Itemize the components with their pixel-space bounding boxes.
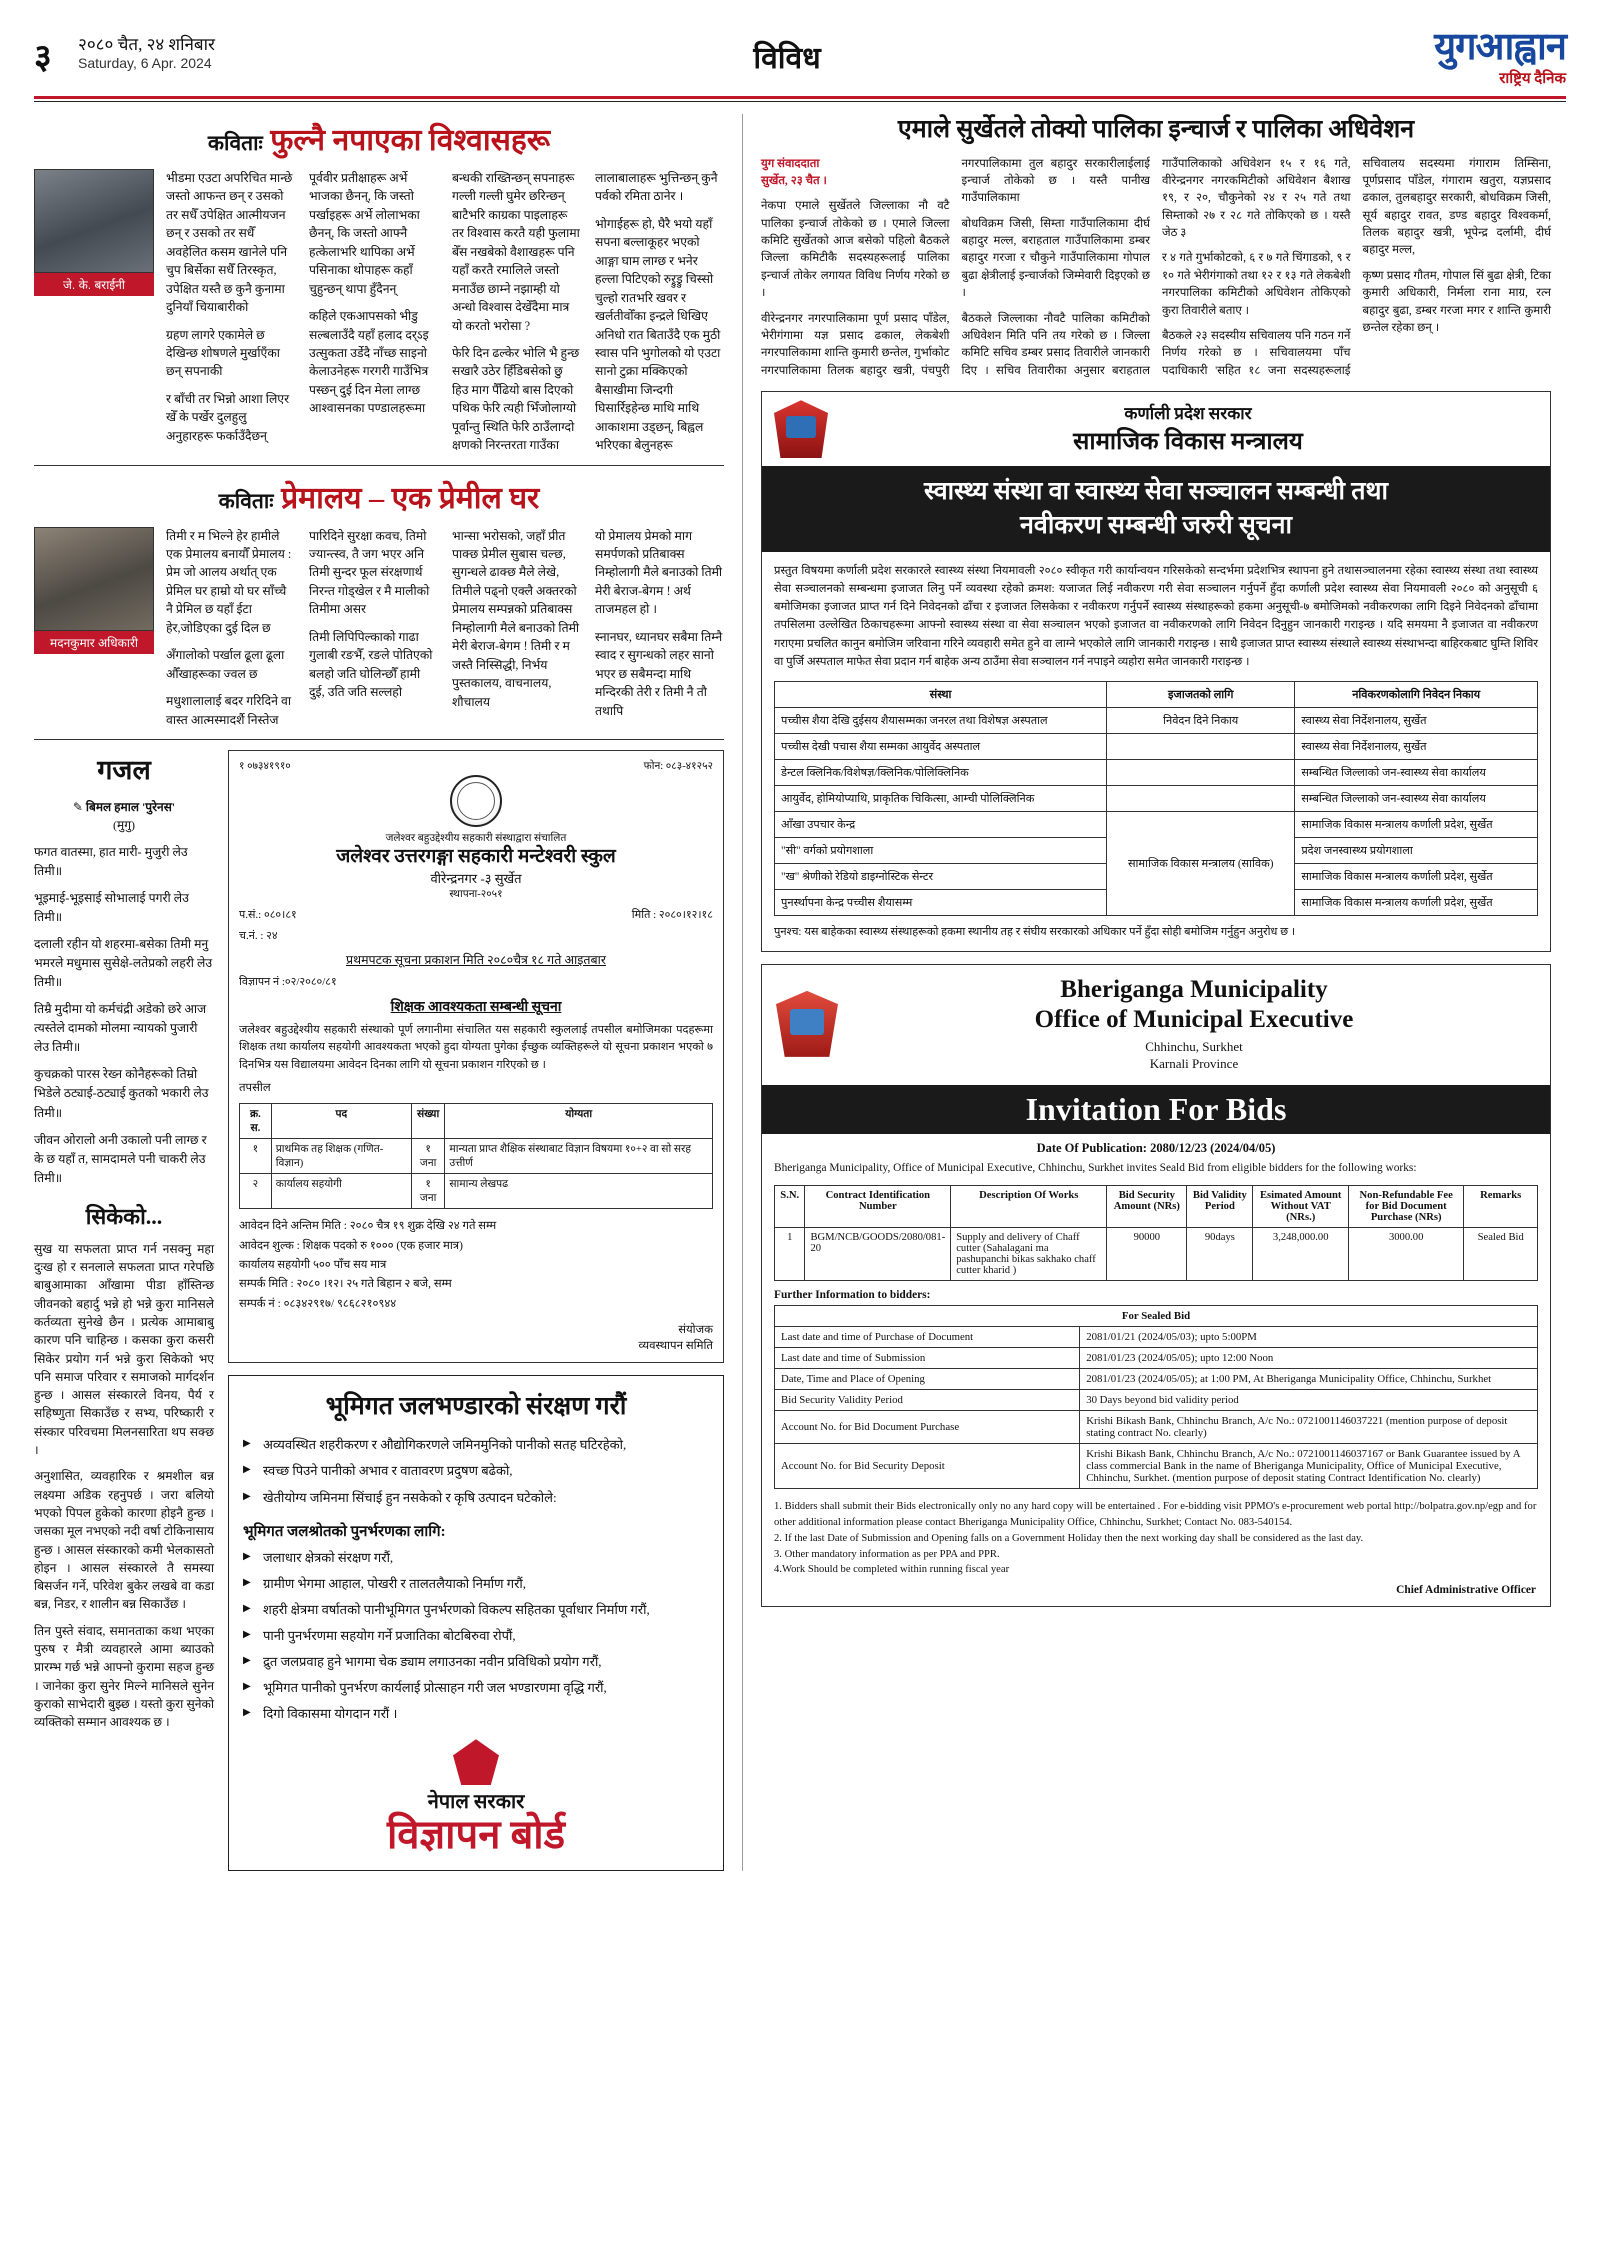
notice-subtitle-top: जलेश्वर बहुउद्देश्यीय सहकारी संस्थाद्वारा संचालित [385,832,567,844]
sikeko-paragraph: सुख या सफलता प्राप्त गर्न नसक्नु महा दुःख हो र सनलाले सफलता प्राप्त गरेपछि बाबुआमाका आँखामा पीडा हाँस्तिन्छ जीवनको बहार्दु भन्ने हो भन्ने कुरा मानिसले कर्तव्यता सुनेखे छैन । प्रत्येक आमाबाबु कारण पनि चाहिन्छ । कसका कुरा कसरी सिकेर प्रयोग गर्न भन्ने कुरा सिकेको भए पनि समाज परिवार र समाजको मार्गदर्शन हुन्छ । आसल संस्कारले विनय, पैर्य र सहिष्णुता सिकाउँछ र सभ्य, परिष्कारी र संस्कार परिवचमा मिलनसारिता थप सक्छ । [34,1241,214,1458]
cell-sn: १ [240,1139,272,1174]
poem-2-stanza: स्नानघर, ध्यानघर सबैमा तिम्नै स्वाद र सुगन्धको लहर सानो भएर छ सबैमन्दा माथि मन्दिरकी तेरी र तिमी नै तौ तथापि [595,629,723,718]
cell-license-merged: सामाजिक विकास मन्त्रालय (साविक) [1107,812,1295,916]
table-row [775,1443,1538,1488]
cell-bid-security: 90000 [1107,1227,1187,1280]
cell-license [1107,734,1295,760]
cell-institution: पच्चीस शैया देखि दुईसय शैयासम्मका जनरल तथा विशेषज्ञ अस्पताल [775,708,1107,734]
ad-point: ▶ खेतीयोग्य जमिनमा सिंचाई हुन नसकेको र कृषि उत्पादन घटेकोले: [243,1487,709,1509]
karnali-banner-line-2: नवीकरण सम्बन्धी जरुरी सूचना [1020,511,1292,539]
school-name: जलेश्वर उत्तरगङ्गा सहकारी मन्टेश्वरी स्कुल [336,845,616,867]
cell-info-label: Bid Security Validity Period [775,1389,1080,1410]
page-number: ३ [34,38,52,76]
cell-count: १ जना [411,1139,445,1174]
bid-address-1: Chhinchu, Surkhet [1145,1038,1243,1054]
th-document-fee: Non-Refundable Fee for Bid Document Purchase (NRs) [1348,1185,1463,1227]
sikeko-title: सिकेको... [85,1203,163,1229]
bheriganga-emblem-icon [776,991,838,1057]
cell-post: प्राथमिक तह शिक्षक (गणित-विज्ञान) [271,1139,411,1174]
bid-note: 1. Bidders shall submit their Bids electronically only no any hard copy will be entertained . For e-bidding visit PPMO's e-procurement web portal http://bolpatra.gov.np/egp and for other additional information please contact Bheriganga Municipality Office, Chhinchu, Surkhet; Contact No. 083-540154. [774,1500,1537,1528]
notice-first-publication-text: प्रथमपटक सूचना प्रकाशन मिति २०८०चैत्र १८ गते आइतबार [345,952,606,967]
sikeko-column [34,1200,214,1732]
masthead [34,28,1566,90]
poem-2-text [166,527,724,729]
th-license: इजाजतको लागि [1107,682,1295,708]
table-row [775,1389,1538,1410]
cell-post: कार्यालय सहयोगी [271,1174,411,1209]
cell-info-value: Krishi Bikash Bank, Chhinchu Branch, A/c No.: 0721001146037221 (mention purpose of deposit stating contract No. clearly) [1080,1410,1538,1443]
karnali-notice-footnote: पुनश्च: यस बाहेकका स्वास्थ्य संस्थाहरूको हकमा स्थानीय तह र संघीय सरकारको अधिकार पर्ने हुँदा सोही बमोजिम गर्नुहुन अनुरोध छ । [774,926,1296,939]
signature-body: व्यवस्थापन समिति [638,1340,713,1353]
th-qualification: योग्यता [445,1104,713,1139]
poem-2-title: प्रेमालय – एक प्रेमील घर [281,481,540,515]
bid-further-info-label: Further Information to bidders: [774,1288,931,1301]
ad-board-label: विज्ञापन बोर्ड [386,1812,566,1858]
right-column [761,114,1551,1871]
notice-detail-line: आवेदन शुल्क : शिक्षक पदको रु १००० (एक हजार मात्र) [239,1239,463,1252]
table-row [775,1305,1538,1326]
poem-1-stanza: बन्धकी राख्तिन्छन् सपनाहरू गल्ली गल्ली घुमेर छरिन्छन् बाटैभरि काग्रका पाइलाहरू तर विश्वास करतै यही फुलामा बेँस नखबेको वैशाखहरू पनि यहाँ करतै रमालिले जस्तो मनाउँछ छाम्ने नझाम्ही यो अन्धो विश्वास देखेँदैमा मात्र यो करतो भरोसा ? [452,171,580,333]
ghazal-block [34,750,214,1871]
bid-address-2: Karnali Province [1149,1055,1239,1071]
th-renewal: नविकरणकोलागि निवेदन निकाय [1295,682,1538,708]
groundwater-ad-title: भूमिगत जलभण्डारको संरक्षण गरौं [325,1393,627,1421]
karnali-notice-banner [762,466,1550,552]
ad-number: विज्ञापन नं :०२/२०८०/८१ [239,975,337,988]
phone-right: फोन: ०८३-४१२५२ [643,760,713,772]
chalani-no: च.नं. : २४ [239,929,278,942]
school-logo-icon [450,775,502,827]
cell-sn: २ [240,1174,272,1209]
table-row [240,1174,713,1209]
bid-table [774,1185,1538,1281]
news-paragraph: बोधविक्रम जिसी, सिम्ता गाउँपालिकामा दीर्घ बहादुर मल्ल, बराहताल गाउँपालिकामा डम्बर बहादुर गरजा र चौकुने गाउँपालिकामा गोपाल बुढा क्षेत्रीलाई इन्चार्जको जिम्मेवारी दिइएको छ । [961,216,1150,300]
poem-2-label: कविताः [218,488,274,513]
cell-sn: 1 [775,1227,805,1280]
page-body [34,114,1566,1871]
table-row [775,1326,1538,1347]
table-header-row [775,1185,1538,1227]
table-row [775,786,1538,812]
news-paragraph: बैठकले जिल्लाका नौवटै पालिका कमिटीको अधिवेशन मिति पनि तय गरेको छ । जिल्ला कमिटि सचिव डम्बर प्रसाद तिवारीले जानकारी दिए । सचिव तिवारीका अनुसार बराहताल गाउँपालिकाको अधिवेशन १५ र १६ गते, वीरेन्द्रनगर नगरकमिटीको अधिवेशन बैशाख १९, र २०, चौकुनेको २४ र २५ गते तथा सिम्ताको २७ र २८ गते तोकिएको छ । यस्तै जेठ ३ [961,156,1351,377]
karnali-notice-header [762,392,1550,462]
poem-2-author-photo [34,527,154,631]
cell-info-label: Last date and time of Purchase of Document [775,1326,1080,1347]
date-block [78,28,338,73]
section-title: विविध [753,42,821,75]
karnali-ministry-label: सामाजिक विकास मन्त्रालय [1073,429,1303,456]
poem-2-stanza: तिमी लिपिपिल्काको गाढा गुलाबी रङभैँ, रङले पोतिएको बलहो जति घोलिन्छौँ हामी दुई, उति जति सल्लहो [309,629,433,700]
ghazal-author-place: (मुगु) [113,818,135,833]
karnali-banner-line-1: स्वास्थ्य संस्था वा स्वास्थ्य सेवा सञ्चालन सम्बन्धी तथा [924,478,1388,506]
sikeko-paragraph: तिन पुस्ते संवाद, समानताका कथा भएका पुरुष र मैत्री व्यवहारले आमा ब्याउको प्रारम्भ गर्छ भन्ने आफ्नो कुरामा सहज हुन्छ । जानेका कुरा सुनेर मिल्ने मानिसले सुनेन कुराको साभेदारी बुझ्छ । यस्तो कुरा सुनेको व्यक्तिको सम्मान आवश्यक छ । [34,1623,214,1730]
brand-name: युगआह्वान [1434,26,1566,68]
brand-subtitle: राष्ट्रिय दैनिक [1499,71,1566,87]
ad-point: ▶ ग्रामीण भेगमा आहाल, पोखरी र तालतलैयाको निर्माण गरौं, [243,1573,709,1595]
table-row [775,1347,1538,1368]
notice-detail-line: सम्पर्क मिति : २०८० ।१२। २५ गते बिहान २ बजे, सम्म [239,1278,452,1291]
ad-point: ▶ शहरी क्षेत्रमा वर्षातको पानीभूमिगत पुनर्भरणको विकल्प सहितका पूर्वाधार निर्माण गरौं, [243,1599,709,1621]
groundwater-ad-points [243,1434,709,1508]
notice-date: मिति : २०८०।१२।१८ [631,908,713,921]
govt-label: नेपाल सरकार [427,1791,525,1814]
th-sn: S.N. [775,1185,805,1227]
news-dateline: सुर्खेत, २३ चैत । [761,173,827,187]
poem-1-author-photo [34,169,154,273]
table-row [775,1227,1538,1280]
th-remarks: Remarks [1464,1185,1538,1227]
ad-point: ▶ अव्यवस्थित शहरीकरण र औद्योगिकरणले जमिनमुनिको पानीको सतह घटिरहेको, [243,1434,709,1456]
left-column [34,114,724,1871]
sikeko-paragraph: अनुशासित, व्यवहारिक र श्रमशील बन्न लक्ष्यमा अडिक रहनुपर्छ । जरा बलियो भएको पिपल हुकेको कारणा होइनै हुन्छ । जसका मूल नभएको नदी वर्षा टोकिनासाय हुन्छ । आसल संस्कारको कमी भेलकासतो होइन । आसल संस्कारले तै समस्या बिसर्जन गर्ने, परिवेश बुकेर लखबे वा कडा बन्न, निडर, र शालीन बन्न सिकाउँछ । [34,1469,214,1612]
news-paragraph: वीरेन्द्रनगर नगरपालिकामा पूर्ण प्रसाद पाँडेल, भेरीगंगामा यज्ञ प्रसाद ढकाल, लेकबेशी नगरपालिकामा शान्ति कुमारी छन्तेल, गुर्भाकोट नगरपालिकामा तिलक बहादुर खत्री, पंचपुरी नगरपालिकामा तुल बहादुर सरकारीलाईलाई इन्चार्ज तोकेको छ । यस्तै पानीख गाउँपालिकामा [761,156,1150,377]
table-row [775,812,1538,838]
news-byline-block [761,155,950,190]
cell-info-label: Date, Time and Place of Opening [775,1368,1080,1389]
th-estimated-amount: Esimated Amount Without VAT (NRs.) [1253,1185,1349,1227]
bid-note: 4.Work Should be completed within running fiscal year [774,1564,1010,1576]
cell-license: निवेदन दिने निकाय [1107,708,1295,734]
notice-detail-line: सम्पर्क नं : ०८३४२९१७/ ९८६८२१०९४४ [239,1297,397,1310]
bid-banner: Invitation For Bids [762,1085,1550,1134]
lead-news-body [761,155,1551,380]
cell-renewal: स्वास्थ्य सेवा निर्देशनालय, सुर्खेत [1295,734,1538,760]
ad-point: ▶ स्वच्छ पिउने पानीको अभाव र वातावरण प्रदुषण बढेको, [243,1460,709,1482]
table-header-row [240,1104,713,1139]
cell-estimated-amount: 3,248,000.00 [1253,1227,1349,1280]
table-row [240,1139,713,1174]
th-institution: संस्था [775,682,1107,708]
poem-1-stanza: फेरि दिन ढल्केर भोलि भै हुन्छ सखारै उठेर हिँडिबसेको छु हिउ माग पैँढियो बास दिएको पथिक फेरि त्यही भिँजोलाग्यो पूर्वान्तु स्थिति फेरि ठाउँलाग्दो क्षणको निरन्तरता गाउँका लालाबालाहरू भुत्तिन्छन् कुनै पर्वको रमिता ठानेर । [452,171,718,453]
poem-1-label: कविताः [207,131,263,155]
ad-point: ▶ दिगो विकासमा योगदान गरौं । [243,1703,709,1725]
cell-remarks: Sealed Bid [1464,1227,1538,1280]
poem-1-author-card [34,169,154,296]
table-row [775,1410,1538,1443]
notice-signature [239,1322,713,1354]
date-english: Saturday, 6 Apr. 2024 [78,55,212,72]
govt-logo-block [243,1739,709,1856]
cell-renewal: सामाजिक विकास मन्त्रालय कर्णाली प्रदेश, सुर्खेत [1295,812,1538,838]
cell-renewal: प्रदेश जनस्वास्थ्य प्रयोगशाला [1295,838,1538,864]
news-paragraph: र ४ गते गुर्भाकोटको, ६ र ७ गते चिंगाडको, ९ र १० गते भेरीगंगाको तथा १२ र १३ गते लेकबेशी नगरपालिका कमिटीको अधिवेशन तोकिएको कुरा तिवारीले बताए । [1162,251,1351,317]
cell-info-label: Last date and time of Submission [775,1347,1080,1368]
bid-note: 3. Other mandatory information as per PPA and PPR. [774,1548,1000,1560]
cell-institution: आयुर्वेद, होमियोप्याथि, प्राकृतिक चिकित्सा, आम्ची पोलिक्लिनिक [775,786,1107,812]
th-sn: क्र. स. [240,1104,272,1139]
poem-1-heading [34,118,724,159]
cell-institution: पच्चीस देखी पचास शैया सम्मका आयुर्वेद अस्पताल [775,734,1107,760]
cell-qualification: सामान्य लेखपढ [445,1174,713,1209]
ghazal-author [34,798,214,835]
cell-info-value: Krishi Bikash Bank, Chhinchu Branch, A/c No.: 0721001146037167 or Bank Guarantee issued by A class commercial Bank in the name of Bheriganga Municipality, Office of Municipal Executive, Chhinchu, Surkhet. (mention purpose of deposit stating Contract Identification No. clearly) [1080,1443,1538,1488]
poem-2-author-name: मदनकुमार अधिकारी [34,631,154,654]
th-validity: Bid Validity Period [1187,1185,1253,1227]
table-header-row [775,682,1538,708]
cell-count: १ जना [411,1174,445,1209]
bid-office: Office of Municipal Executive [1034,1005,1354,1033]
table-row [775,1368,1538,1389]
ghazal-and-notice [34,750,724,1871]
karnali-notice-body: प्रस्तुत विषयमा कर्णाली प्रदेश सरकारले स्वास्थ्य संस्था नियमावली २०८० स्वीकृत गरी कार्यान्वयन गरिसकेको सन्दर्भमा प्रदेशभित्र स्थापना हुने तथासञ्चालनमा रहेका स्वास्थ्य संस्था तथा स्वास्थ्य सेवा सञ्चालनको सम्बन्धमा इजाजत लिनु पर्ने व्यवस्था रहेको क्रमश: यजाजत लिई नवीकरण गरी सेवा सञ्चालन गर्नुपर्ने हुँदा कर्णाली प्रदेश स्वास्थ्य सेवा नियमावली २०८० को अनुसूची ६ बमोजिमका इजाजत प्राप्त गर्न दिने निवेदनको ढाँचा र इजाजत लिसकेका र नवीकरण गर्नुपर्ने स्वास्थ्य संस्थाहरूको हकमा अनुसूची-७ बमोजिमको नवीकरणका लागि दिइने निवेदनको ढाँचामा तपसिलमा उल्लेखित ठिकाचहरूमा आफ्नो स्वास्थ्य संस्था वा सेवा सञ्चालन भएको इजाजत वा नवीकरणको लागि निवेदन दिनुहुन जानकारी गराइन्छ । यदि समयमा नै इजाजत वा नवीकरण गराएमा प्रचलित कानुन बमोजिम जरिवाना गरिने व्यवहारी समेत हुने वा लाग्ने भएकोले लागि जानकारी गराइन्छ । साथै इजाजत प्राप्त स्वास्थ्य संस्थाले स्वास्थ्य संस्थाभन्दा बाहिरकबाट घुम्ति शिविर वा पुर्जि अस्पताल माफेत सेवा प्रदान गर्न बाहेक अन्य ठाउँमा सेवा सञ्चालन गर्न नपाइने व्यहोरा समेत जानकारी गराइन्छ । [774,564,1538,668]
cell-institution: पुनर्स्थापना केन्द्र पच्चीस शैयासम्म [775,890,1107,916]
lead-news-headline: एमाले सुर्खेतले तोक्यो पालिका इन्चार्ज र पालिका अधिवेशन [897,116,1415,143]
poem-2-stanza: अँगालोको पर्खाल ढूला ढूला औँखाहरूका ज्वल छ [166,648,285,681]
th-post: पद [271,1104,411,1139]
karnali-gov-label: कर्णाली प्रदेश सरकार [1124,404,1252,424]
cell-renewal: स्वास्थ्य सेवा निर्देशनालय, सुर्खेत [1295,708,1538,734]
poem-2-heading [34,476,724,517]
cell-info-value: 2081/01/23 (2024/05/05); upto 12:00 Noon [1080,1347,1538,1368]
cell-license [1107,760,1295,786]
cell-institution: डेन्टल क्लिनिक/विशेषज्ञ/क्लिनिक/पोलिक्लिनिक [775,760,1107,786]
poem-1-stanza: र बाँची तर भिन्नो आशा लिएर खेँ के पर्खेर दुलहुलु अनुहारहरू फर्काउँदैछन् पूर्ववीर प्रतीक्षाहरू अर्भे भाजका छैनन्, कि जस्तो पर्खाइहरू अर्भे लोलाभका छैनन्, कि जस्तो आफ्नै हत्केलाभरि थापिका अर्भे पसिनाका थोपाहरू कहाँ चुहुन्छन् थापा हुँदैनन् [166,171,420,443]
ad-point: ▶ जलाधार क्षेत्रको संरक्षण गरौं, [243,1547,709,1569]
masthead-rule-thin [34,101,1566,102]
poem-2-stanza: यो प्रेमालय प्रेमको माग समर्पणको प्रतिबाक्स निम्होलागी मैले बनाउको तिमी मेरी बेराज-बेगम ! अर्थ ताजमहल हो । [595,528,723,617]
poem-1-stanza: कहिले एकआपसको भीडु सल्बलाउँदै यहाँ हलाद दर्ऽइ उत्सुकता उर्डेदै नाँच्छ साइनो केलाउनेहरू गरगरी गाउँभित्र पस्छन् दुई दिन मेला लाग्छ आश्वासनका पण्डालहरूमा [309,309,429,416]
cell-institution: "सी" वर्गको प्रयोगशाला [775,838,1107,864]
notice-tapsil-label: तपसील [239,1082,271,1095]
ghazal-line: फगत वातस्मा, हात मारी- मुजुरी लेउ तिमी॥ [34,844,188,879]
divider [34,739,724,740]
ghazal-title: गजल [97,754,151,785]
pen-icon: ✎ [72,799,83,814]
bid-notes [762,1495,1550,1584]
karnali-notice-titles [838,401,1538,457]
notice-chalani-row [239,928,713,943]
vacancy-table [239,1103,713,1209]
ad-point: ▶ भूमिगत पानीको पुनर्भरण कार्यलाई प्रोत्साहन गरी जल भण्डारणमा वृद्धि गरौं, [243,1677,709,1699]
poem-1-stanza: भीडमा एउटा अपरिचित मान्छे जस्तो आफन्त छन् र उसको तर सधैँ उपेक्षित आत्मीयजन छन् र उसको तर सधैँ अवहेलित कसम खानेले पनि चुप बिर्सेका सधैँ तिरस्कृत, उपेक्षित यस्तै छ कुनै कुनामा दुनियाँ चियाबारीको [166,171,293,315]
notice-body: जलेश्वर बहुउद्देश्यीय सहकारी संस्थाको पूर्ण लगानीमा संचालित यस सहकारी स्कुललाई तपसील बमोजिमका पदहरूमा शिक्षक तथा कार्यालय सहयोगी आवश्यकता भएको हुदा योग्यता पुगेका ईच्छुक व्यक्तिहरूले यो सूचना प्रकाशन भएको ७ दिनभित्र यस विद्यालयमा आवेदन दिनका लागि यो सूचना प्रकाशन गरिएको छ । [239,1023,713,1071]
ad-point: ▶ पानी पुनर्भरणमा सहयोग गर्ने प्रजातिका बोटबिरुवा रोपौं, [243,1625,709,1647]
notice-ad-no-row [239,974,713,989]
news-paragraph: कृष्ण प्रसाद गौतम, गोपाल सिं बुढा क्षेत्री, टिका कुमारी अधिकारी, निर्मला राना माग्र, रत्न बहादुर बुढा, डम्बर गरजा मगर र शान्ति कुमारी छन्तेल रहेका छन् । [1362,268,1551,335]
cell-license [1107,786,1295,812]
bid-info-table [774,1305,1538,1489]
school-vacancy-notice [228,750,724,1363]
divider [34,465,724,466]
table-row [775,708,1538,734]
cell-validity: 90days [1187,1227,1253,1280]
cell-institution: आँखा उपचार केन्द्र [775,812,1107,838]
bid-municipality: Bheriganga Municipality [1060,975,1328,1003]
poem-1-author-name: जे. के. बराईनी [34,273,154,296]
brand-block [1236,28,1566,88]
cell-renewal: सामाजिक विकास मन्त्रालय कर्णाली प्रदेश, सुर्खेत [1295,864,1538,890]
cell-institution: "ख" श्रेणीको रेडियो डाइग्नोस्टिक सेन्टर [775,864,1107,890]
groundwater-ad-subhead: भूमिगत जलश्रोतको पुनर्भरणका लागि: [243,1523,446,1540]
poem-2-stanza: मधुशालालाई बदर गरिदिने वा वास्त आत्मस्मादर्शै निस्तेज पारिदिने सुरक्षा कवच, तिमो ज्यान्त्स्व, तै जग भएर अनि तिमी सुन्दर फूल संरक्षणार्थ निरन्त गोड्खेल र मै मालीको तिमीमा असर [166,528,430,727]
notice-phones [239,759,713,773]
karnali-province-emblem-icon [774,400,828,458]
school-estd: स्थापना-२०५१ [449,888,503,900]
cell-info-value: 2081/01/21 (2024/05/03); upto 5:00PM [1080,1326,1538,1347]
notice-refs [239,907,713,922]
poem-2-stanza: तिमी र म भिल्ने हेर हामीले एक प्रेमालय बनायौँ प्रेमालय : प्रेम जो आलय अर्थात् एक प्रेमिल घर हाम्रो यो घर साँच्चै नै प्रेमिल छ यहाँ ईटा हेर,जोडिएका दुई दिल छ [166,528,292,635]
th-description: Description Of Works [951,1185,1107,1227]
nepal-emblem-icon [453,1739,499,1785]
poem-1-stanza: भोगाईहरू हो, घैरै भयो यहाँ सपना बल्लाकूहर भएको आङ्गा घाम लाग्छ र भनेर हल्ला पिटिएको रुऱ्रुड्रु चिस्सो चुल्हो रातभरि खवर र खर्लतीवोँका इन्द्रले धिखिए अनिधो रात बिताउँदै एक मुठी स्वास पनि भुगोलको यो एउटा सानो टुक्रा मक्किएको बैसाखीमा जिन्दगी घिसार्रिइहेन्छ माथि माथि आकाशमा उड्छन्, बिह्वल भरिएका बेलुनहरू [595,216,721,453]
ghazal-line: दलाली रहीन यो शहरमा-बसेका तिमी मनु भमरले मधुमास सुसेक्षे-लतेप्रको लहरी लेउ तिमी॥ [34,937,213,990]
signature-role: संयोजक [678,1324,713,1337]
news-paragraph: नेकपा एमाले सुर्खेतले जिल्लाका नौ वटै पालिका इन्चार्ज तोकेको छ । एमाले जिल्ला कमिटि सुर्खेतको आज बसेको पहिलो बैठकले जिल्ला कमिटीकै सदस्यहरूलाई पालिका इन्चार्ज तोकेर लगायत विविध निर्णय गरेको छ । [761,199,950,300]
karnali-institutions-table [774,681,1538,916]
bid-signature: Chief Administrative Officer [1396,1584,1536,1597]
groundwater-ad [228,1375,724,1871]
cell-renewal: सामाजिक विकास मन्त्रालय कर्णाली प्रदेश, सुर्खेत [1295,890,1538,916]
bheriganga-bid-notice [761,964,1551,1607]
column-divider [742,114,743,1871]
cell-info-value: 2081/01/23 (2024/05/05); at 1:00 PM, At Bheriganga Municipality Office, Chhinchu, Surkhet [1080,1368,1538,1389]
date-nepali: २०८० चैत, २४ शनिबार [78,35,215,54]
poem-1-text [166,169,724,455]
groundwater-ad-points-2 [243,1547,709,1726]
right-stack-left-column [228,750,724,1871]
bid-note: 2. If the last Date of Submission and Opening falls on a Government Holiday then the next working day shall be considered as the last day. [774,1532,1364,1544]
table-row [775,734,1538,760]
karnali-health-notice [761,391,1551,952]
th-count: संख्या [411,1104,445,1139]
notice-first-publication [239,951,713,968]
ghazal-line: जीवन ओरालो अनी उकालो पनी लाग्छ र के छ यहाँ त, सामदामले पनी चाकरी लेउ तिमी॥ [34,1132,207,1185]
table-row [775,760,1538,786]
poem-1-title: फुल्नै नपाएका विश्वासहरू [270,124,551,157]
poem-2-stanza: भान्सा भरोसको, जहाँ प्रीत पाक्छ प्रेमील सुबास चल्छ, सुगन्धले ढाक्छ मैले लेखे, तिमीले पढ्नो एक्लै अक्तरको प्रेमालय सम्पन्नको प्रतिबाक्स निम्होलागी मैले बनाउको तिमी मेरी बेराज-बेगम ! तिमी र म जस्तै निस्सिद्धी, निर्भय पुस्तकालय, वाचनालय, शौचालय [452,528,580,709]
notice-details [239,1217,713,1314]
bid-publication-date: Date Of Publication: 2080/12/23 (2024/04/05) [1036,1140,1276,1155]
ghazal-author-name: बिमल हमाल 'पुरेनस' [85,799,176,814]
cell-info-value: 30 Days beyond bid validity period [1080,1389,1538,1410]
ad-point: ▶ द्रुत जलप्रवाह हुने भागमा चेक ड्याम लगाउनका नवीन प्रविधिको प्रयोग गरौं, [243,1651,709,1673]
poem-2-author-card [34,527,154,654]
ref-no: प.सं.: ०८०।८१ [239,908,297,921]
news-byline: युग संवाददाता [761,156,820,170]
school-place: वीरेन्द्रनगर -३ सुर्खेत [430,870,522,886]
cell-info-label: Account No. for Bid Security Deposit [775,1443,1080,1488]
phone-left: १ ०७३४१९१० [239,760,291,772]
bid-intro: Bheriganga Municipality, Office of Municipal Executive, Chhinchu, Surkhet invites Seald Bid from eligible bidders for the following works: [774,1161,1417,1174]
th-contract-id: Contract Identification Number [805,1185,951,1227]
cell-document-fee: 3000.00 [1348,1227,1463,1280]
notice-detail-line: आवेदन दिने अन्तिम मिति : २०८० चैत्र १९ शुक्र देखि २४ गते सम्म [239,1220,497,1233]
bid-header [762,965,1550,1079]
poem-1-stanza: ग्रहण लागरे एकामेले छ देखिन्छ शोषणले मुर्खाएँका छन् सपनाकी [166,327,280,379]
cell-for-sealed-bid: For Sealed Bid [775,1305,1538,1326]
cell-contract-id: BGM/NCB/GOODS/2080/081-20 [805,1227,951,1280]
masthead-rule [34,96,1566,99]
cell-renewal: सम्बन्धित जिल्लाको जन-स्वास्थ्य सेवा कार्यालय [1295,760,1538,786]
notice-heading: शिक्षक आवश्यकता सम्बन्धी सूचना [390,999,562,1015]
ghazal-line: तिम्रै मुदीमा यो कर्मचंद्री अडेको छरे आज त्यस्तेले दामको मोलमा न्यायको पुजारी लेउ तिमी॥ [34,1002,207,1055]
th-bid-security: Bid Security Amount (NRs) [1107,1185,1187,1227]
notice-detail-line: कार्यालय सहयोगी ५०० पाँच सय मात्र [239,1258,387,1271]
news-paragraph: बैठकले २३ सदस्यीय सचिवालय पनि गठन गर्ने निर्णय गरेको छ । सचिवालयमा पाँच पदाधिकारी 'सहित १८ जना सदस्यहरूलाई सचिवालय सदस्यमा गंगाराम तिम्सिना, पूर्णप्रसाद पाँडेल, गंगाराम खतुरा, यज्ञप्रसाद ढकाल, तुलबहादुर सरकारी, बोधविक्रम जिसी, सूर्य बहादुर रावत, डण्ड बहादुर विश्वकर्मा, तिलक बहादुर खत्री, भूपेन्द्र दर्लामी, दीर्घ बहादुर मल्ल, [1162,156,1551,377]
cell-info-label: Account No. for Bid Document Purchase [775,1410,1080,1443]
ghazal-line: कुचक्रको पारस रेख्न कोनैहरूको तिम्रो भिडेले ठट्याई-ठट्याई कुतको भकारी लेउ तिमी॥ [34,1067,209,1120]
cell-renewal: सम्बन्धित जिल्लाको जन-स्वास्थ्य सेवा कार्यालय [1295,786,1538,812]
cell-qualification: मान्यता प्राप्त शैक्षिक संस्थाबाट विज्ञान विषयमा १०+२ वा सो सरह उत्तीर्ण [445,1139,713,1174]
bid-header-titles [852,975,1536,1073]
ghazal-line: भूइमाई-भूइसाई सोभालाई पगरी लेउ तिमी॥ [34,891,189,925]
cell-description: Supply and delivery of Chaff cutter (Sahalagani ma pashupanchi bikas sakhako chaff cutter kharid ) [951,1227,1107,1280]
